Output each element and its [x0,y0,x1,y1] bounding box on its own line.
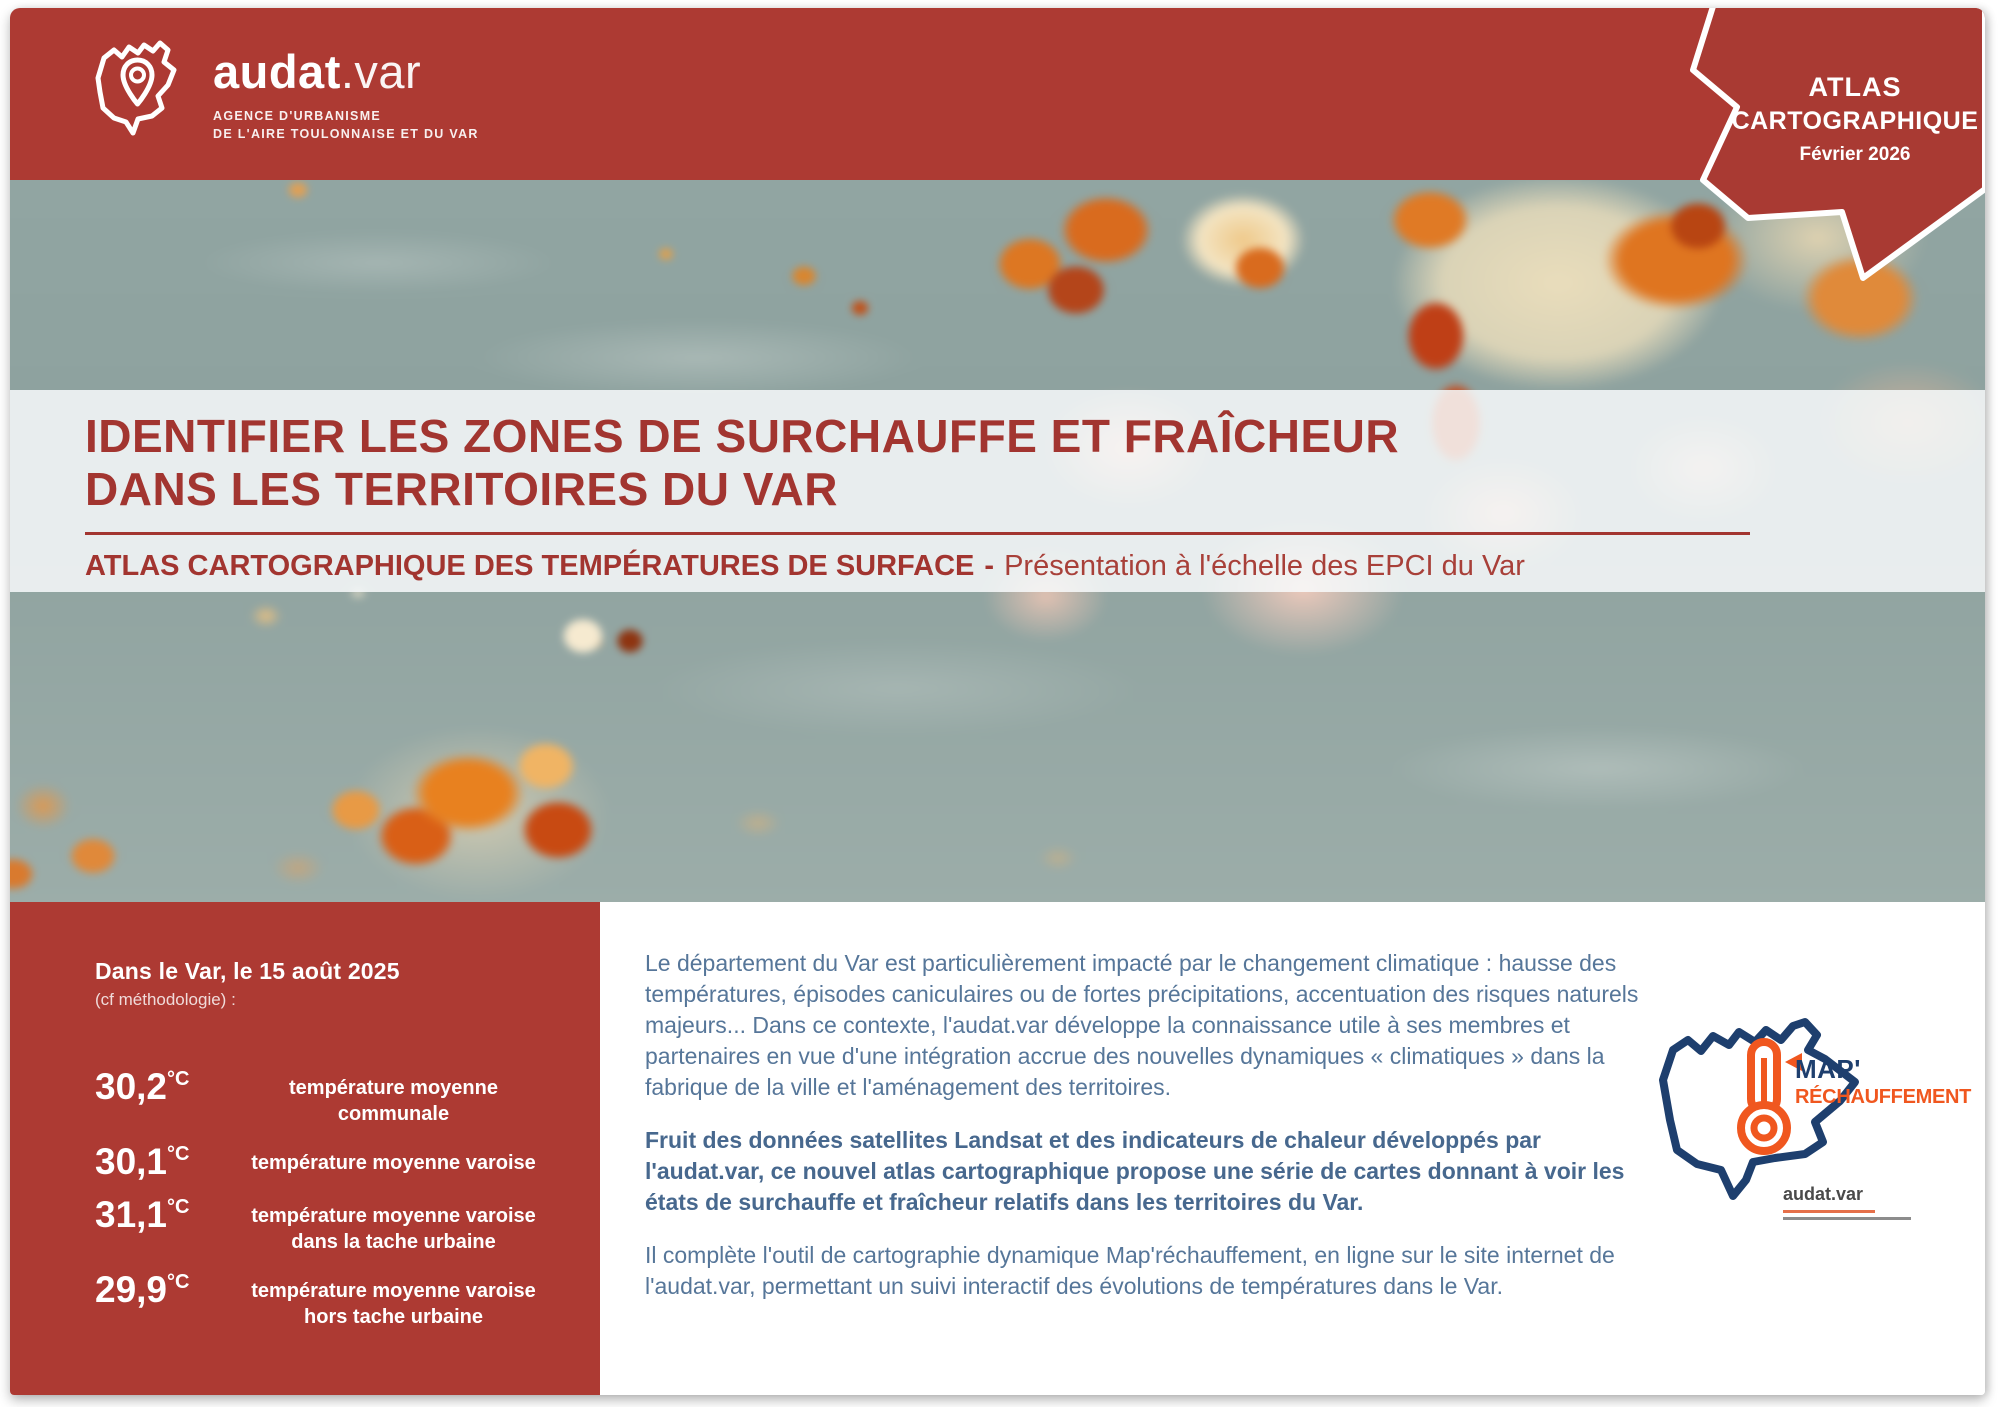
stat-value: 30,2 [95,1066,168,1107]
stat-row [95,1068,570,1127]
stats-note: (cf méthodologie) : [95,990,236,1009]
stat-value: 30,1 [95,1141,168,1182]
page-title [85,410,1985,517]
map-rechauffement-line1: MAP' [1795,1054,1861,1084]
logo-text [213,30,479,143]
badge-title-line2: CARTOGRAPHIQUE [1731,107,1979,135]
stat-label-line1: température moyenne varoise [251,1205,536,1227]
stat-label-line2: communale [337,1103,450,1125]
stat-number [95,1068,217,1105]
subtitle-bold: ATLAS CARTOGRAPHIQUE DES TEMPÉRATURES DE SURFACE [85,549,975,582]
logo-brand-main: audat [213,45,341,98]
stat-number [95,1196,217,1233]
brand-accent-bar2 [1783,1217,1911,1220]
stat-label [217,1068,570,1127]
divider-line [85,532,1750,535]
stat-row [95,1196,570,1255]
stat-unit: °C [167,1271,190,1293]
badge-text [1725,72,1985,166]
paragraph-map-rechauffement: Il complète l'outil de cartographie dynamique Map'réchauffement, en ligne sur le site internet de l'audat.var, permettant un suivi interactif des évolutions de températures dans le Var. [645,1242,1615,1299]
logo-tagline [213,107,479,143]
atlas-badge [1655,8,1985,308]
stat-label [217,1271,570,1330]
logo-tagline-line2: DE L'AIRE TOULONNAISE ET DU VAR [213,127,479,142]
stats-panel [10,902,600,1395]
map-rechauffement-line2: RÉCHAUFFEMENT [1795,1086,1972,1108]
map-rechauffement-brand: audat.var [1783,1184,1864,1204]
stat-label [217,1196,570,1255]
stat-row [95,1143,570,1180]
page-title-line2: DANS LES TERRITOIRES DU VAR [85,463,838,516]
audat-var-logo [90,30,479,145]
paragraph-context: Le département du Var est particulièrement impacté par le changement climatique : hausse des températures, épisodes caniculaires ou de fortes précipitations, accentuation des risques naturels majeurs... Dans ce contexte, l'audat.var développe la connaissance utile à ses membres et partenaires en vue d'une intégration accrue des nouvelles dynamiques « climatiques » dans la fabrique de la ville et l'aménagement des territoires. [645,950,1639,1100]
stat-label-line2: dans la tache urbaine [291,1231,496,1253]
stat-unit: °C [167,1143,190,1165]
stat-label-line2: hors tache urbaine [304,1306,483,1328]
intro-text [645,948,1645,1324]
logo-tagline-line1: AGENCE D'URBANISME [213,109,382,123]
badge-date: Février 2026 [1799,144,1911,165]
subtitle [85,550,1985,583]
stats-heading: Dans le Var, le 15 août 2025 [95,958,400,984]
stat-label-line1: température moyenne varoise [251,1280,536,1302]
paragraph-atlas: Fruit des données satellites Landsat et des indicateurs de chaleur développés par l'audat.var, ce nouvel atlas cartographique propose une série de cartes donnant à voir les états de surchauffe et fraîcheur relatifs dans les territoires du Var. [645,1127,1625,1215]
subtitle-separator: - [984,549,995,582]
map-rechauffement-logo [1645,1002,1985,1242]
bottom-section [10,902,1985,1395]
brand-accent-bar [1783,1210,1875,1213]
var-map-pin-icon [90,30,185,145]
badge-title-line1: ATLAS [1808,72,1902,102]
logo-brand-suffix: .var [340,45,422,98]
stats-list [95,1068,570,1330]
stat-value: 31,1 [95,1194,168,1235]
subtitle-regular: Présentation à l'échelle des EPCI du Var [1004,549,1525,582]
stat-row [95,1271,570,1330]
stat-value: 29,9 [95,1269,168,1310]
stat-label-line1: température moyenne [289,1077,498,1099]
stat-label [217,1143,570,1176]
stat-number [95,1271,217,1308]
logo-brand [213,45,479,98]
stat-unit: °C [167,1196,190,1218]
page-title-line1: IDENTIFIER LES ZONES DE SURCHAUFFE ET FRAÎCHEUR [85,410,1400,462]
stat-number [95,1143,217,1180]
stat-label-line1: température moyenne varoise [251,1152,536,1174]
document-sheet [10,8,1985,1395]
stat-unit: °C [167,1068,190,1090]
title-band [10,390,1985,592]
